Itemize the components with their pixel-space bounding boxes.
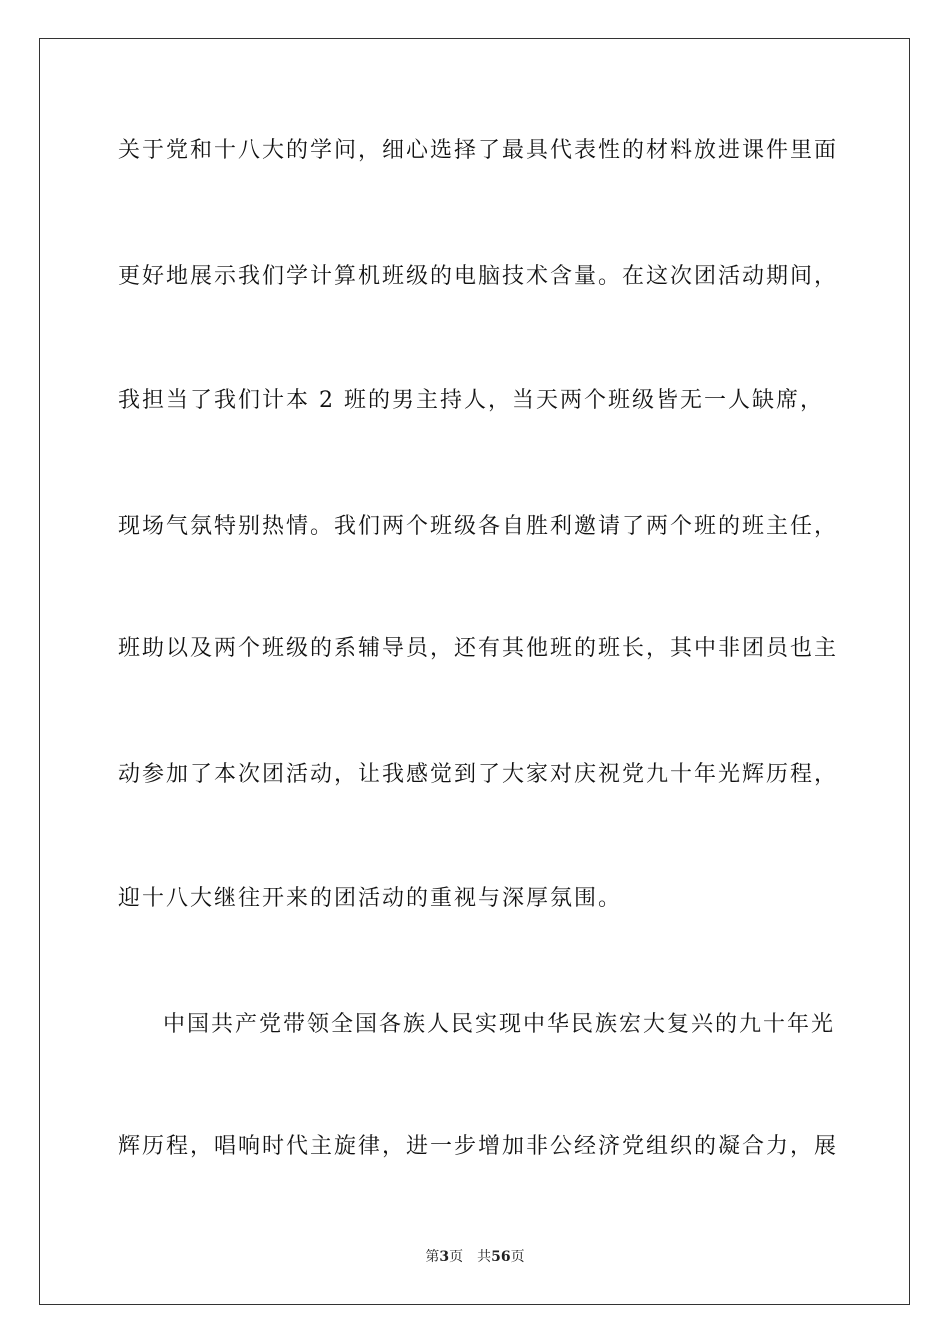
page-prefix: 第 — [425, 1249, 440, 1265]
text-line-5: 班助以及两个班级的系辅导员，还有其他班的班长，其中非团员也主 — [118, 636, 839, 661]
text-line-3: 我担当了我们计本 2 班的男主持人，当天两个班级皆无一人缺席， — [118, 388, 824, 413]
total-suffix: 页 — [510, 1249, 525, 1265]
text-line-8: 中国共产党带领全国各族人民实现中华民族宏大复兴的九十年光 — [163, 1012, 836, 1037]
text-line-7: 迎十八大继往开来的团活动的重视与深厚氛围。 — [118, 886, 623, 911]
text-line-6: 动参加了本次团活动，让我感觉到了大家对庆祝党九十年光辉历程， — [118, 762, 839, 787]
page-border — [39, 38, 910, 1305]
text-line-9: 辉历程，唱响时代主旋律，进一步增加非公经济党组织的凝合力，展 — [118, 1134, 839, 1159]
total-pages: 56 — [491, 1249, 511, 1265]
text-line-2: 更好地展示我们学计算机班级的电脑技术含量。在这次团活动期间， — [118, 264, 839, 289]
total-prefix: 共 — [477, 1249, 492, 1265]
page-suffix: 页 — [449, 1249, 464, 1265]
page-footer — [0, 1247, 950, 1267]
text-line-1: 关于党和十八大的学问，细心选择了最具代表性的材料放进课件里面 — [118, 138, 839, 163]
page-number: 3 — [439, 1249, 450, 1265]
text-line-4: 现场气氛特别热情。我们两个班级各自胜利邀请了两个班的班主任， — [118, 514, 839, 539]
